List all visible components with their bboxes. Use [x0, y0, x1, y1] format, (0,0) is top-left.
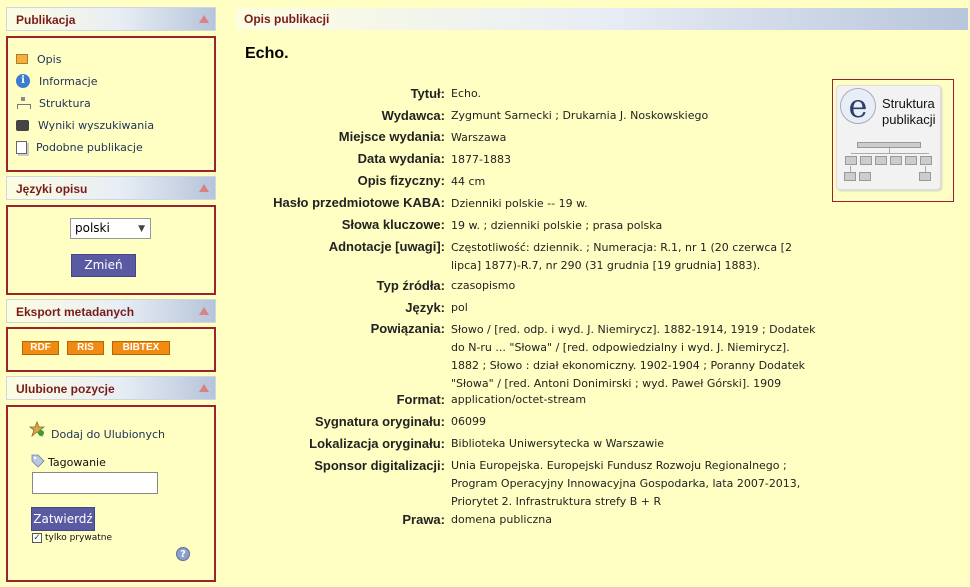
structure-icon — [16, 96, 30, 110]
field-value-place: Warszawa — [451, 131, 507, 144]
panel-header-ulubione[interactable] — [6, 376, 216, 400]
export-rdf-button[interactable]: RDF — [22, 341, 59, 355]
field-value-language: pol — [451, 301, 468, 314]
menu-item-label: Informacje — [39, 74, 98, 88]
main-header-title: Opis publikacji — [244, 12, 330, 26]
field-label-location: Lokalizacja oryginału: — [309, 436, 445, 451]
language-select[interactable] — [70, 218, 151, 239]
e-logo-icon: e — [840, 88, 876, 124]
tagging-input[interactable] — [32, 472, 158, 494]
field-label-physical: Opis fizyczny: — [357, 173, 445, 188]
panel-title: Ulubione pozycje — [16, 382, 115, 396]
field-value-rights: domena publiczna — [451, 513, 552, 526]
field-label-annotations: Adnotacje [uwagi]: — [328, 239, 445, 254]
field-label-rights: Prawa: — [402, 512, 445, 527]
menu-item-label: Struktura — [39, 96, 91, 110]
private-only-label: tylko prywatne — [45, 533, 112, 543]
field-value-subject: Dzienniki polskie -- 19 w. — [451, 197, 588, 210]
menu-item-label: Podobne publikacje — [36, 140, 143, 154]
page-title: Echo. — [245, 45, 289, 62]
help-icon[interactable]: ? — [176, 547, 190, 561]
structure-card-line1: Struktura — [882, 96, 935, 111]
collapse-arrow-icon[interactable] — [199, 184, 209, 192]
field-value-location: Biblioteka Uniwersytecka w Warszawie — [451, 437, 665, 450]
tag-icon — [31, 454, 45, 468]
field-value-format: application/octet-stream — [451, 393, 587, 406]
field-value-sponsor: Unia Europejska. Europejski Fundusz Rozwoju Regionalnego ; Program Operacyjny Innowacyjna Gospodarka, lata 2007-2013, Priorytet 2. Infrastruktura strefy B + R — [451, 459, 801, 508]
field-value-physical: 44 cm — [451, 175, 486, 188]
confirm-tags-button[interactable]: Zatwierdź — [31, 507, 95, 531]
field-value-title: Echo. — [451, 87, 482, 100]
field-label-date: Data wydania: — [357, 151, 445, 166]
export-ris-button[interactable]: RIS — [67, 341, 104, 355]
field-label-source-type: Typ źródła: — [376, 278, 445, 293]
field-value-publisher: Zygmunt Sarnecki ; Drukarnia J. Noskowskiego — [451, 109, 709, 122]
collapse-arrow-icon[interactable] — [199, 15, 209, 23]
collapse-arrow-icon[interactable] — [199, 307, 209, 315]
structure-thumbnail — [836, 85, 941, 190]
star-add-icon — [29, 421, 45, 437]
add-to-favorites-link[interactable]: Dodaj do Ulubionych — [51, 428, 166, 441]
field-value-date: 1877-1883 — [451, 153, 511, 166]
binoculars-icon — [16, 120, 29, 131]
field-value-relations: Słowo / [red. odp. i wyd. J. Niemirycz]. 1882-1914, 1919 ; Dodatek do N-ru ... "Słowa" / [red. odpowiedzialny i wyd. J. Niemirycz]. 1882 ; Słowo : dział ekonomiczny. 1902-1904 ; Poranny Dodatek "Słowa" / [red. Antoni Donimirski ; wyd. Paweł Górski]. 1909 — [451, 323, 816, 390]
menu-item-wyniki[interactable] — [16, 117, 154, 133]
field-value-keywords: 19 w. ; dzienniki polskie ; prasa polska — [451, 219, 663, 232]
panel-title: Języki opisu — [16, 182, 88, 196]
tagging-label: Tagowanie — [48, 456, 106, 469]
change-language-button[interactable]: Zmień — [71, 254, 136, 277]
field-value-annotations: Częstotliwość: dziennik. ; Numeracja: R.1, nr 1 (20 czerwca [2 lipca] 1877)-R.7, nr 290 (31 grudnia [19 grudnia] 1883). — [451, 241, 792, 272]
field-value-signature: 06099 — [451, 415, 486, 428]
field-label-language: Język: — [405, 300, 445, 315]
menu-item-informacje[interactable] — [16, 73, 97, 89]
collapse-arrow-icon[interactable] — [199, 384, 209, 392]
documents-icon — [16, 141, 27, 154]
field-value-source-type: czasopismo — [451, 279, 516, 292]
main-header — [236, 8, 968, 30]
panel-header-eksport[interactable] — [6, 299, 216, 323]
language-select-value: polski — [75, 221, 110, 235]
panel-header-publikacja[interactable] — [6, 7, 216, 31]
menu-item-struktura[interactable] — [16, 95, 91, 111]
menu-item-opis[interactable] — [16, 51, 61, 67]
document-icon — [16, 54, 28, 64]
private-only-checkbox[interactable]: ✓ — [33, 533, 41, 543]
info-icon: i — [16, 74, 30, 88]
field-label-signature: Sygnatura oryginału: — [314, 414, 445, 429]
panel-header-jezyki[interactable] — [6, 176, 216, 200]
structure-card-label — [882, 96, 935, 128]
panel-title: Publikacja — [16, 13, 76, 27]
structure-card-line2: publikacji — [882, 112, 936, 127]
field-label-place: Miejsce wydania: — [338, 129, 445, 144]
menu-item-label: Wyniki wyszukiwania — [38, 118, 155, 132]
field-label-relations: Powiązania: — [370, 321, 445, 336]
field-label-subject: Hasło przedmiotowe KABA: — [273, 195, 445, 210]
menu-item-podobne[interactable] — [16, 139, 143, 155]
field-label-sponsor: Sponsor digitalizacji: — [314, 458, 445, 473]
field-label-format: Format: — [396, 392, 445, 407]
structure-card[interactable] — [832, 79, 954, 202]
chevron-down-icon: ▼ — [138, 224, 145, 234]
menu-item-label: Opis — [37, 52, 62, 66]
field-label-publisher: Wydawca: — [381, 108, 445, 123]
field-label-title: Tytuł: — [410, 86, 445, 101]
export-bibtex-button[interactable]: BIBTEX — [112, 341, 170, 355]
field-label-keywords: Słowa kluczowe: — [341, 217, 445, 232]
panel-title: Eksport metadanych — [16, 305, 135, 319]
